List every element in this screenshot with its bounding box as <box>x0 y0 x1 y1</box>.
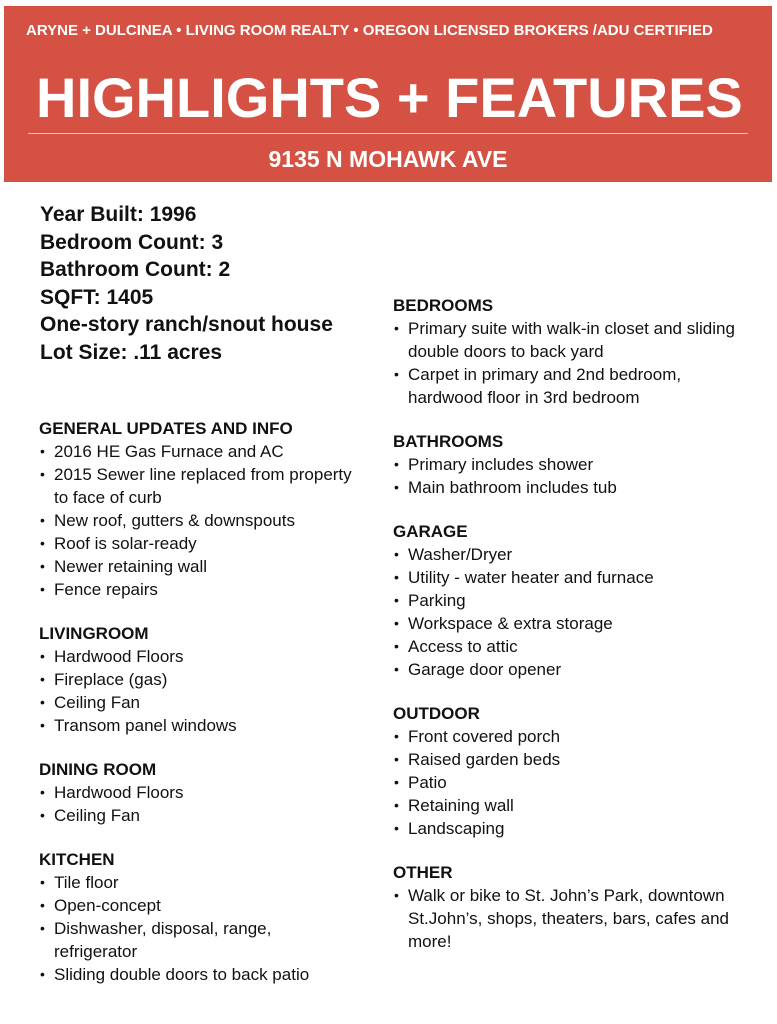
agent-tagline: ARYNE + DULCINEA • LIVING ROOM REALTY • OREGON LICENSED BROKERS /ADU CERTIFIED <box>26 22 713 39</box>
section-livingroom <box>39 622 359 737</box>
key-facts <box>40 201 340 366</box>
right-column <box>393 294 753 974</box>
list-item: • Hardwood Floors <box>39 781 359 804</box>
fact-year-built: Year Built: 1996 <box>40 203 197 226</box>
fact-sqft: SQFT: 1405 <box>40 285 154 309</box>
list-item: • 2016 HE Gas Furnace and AC <box>39 440 359 463</box>
fact-lot-size: Lot Size: .11 acres <box>40 340 223 364</box>
section-dining-room <box>39 758 359 827</box>
header-divider <box>28 133 748 134</box>
list-item: • Fence repairs <box>39 578 359 601</box>
list-item: • Carpet in primary and 2nd bedroom, hardwood floor in 3rd bedroom <box>393 363 753 409</box>
section-other <box>393 861 753 953</box>
feature-list <box>39 440 359 601</box>
list-item: • Access to attic <box>393 635 753 658</box>
list-item: • Washer/Dryer <box>393 543 753 566</box>
list-item: • Patio <box>393 771 753 794</box>
section-title: GARAGE <box>393 522 468 541</box>
list-item: • Raised garden beds <box>393 748 753 771</box>
list-item: • Workspace & extra storage <box>393 612 753 635</box>
list-item: • Garage door opener <box>393 658 753 681</box>
section-bedrooms <box>393 294 753 409</box>
list-item: • Ceiling Fan <box>39 691 359 714</box>
feature-list <box>393 543 753 681</box>
list-item: • Dishwasher, disposal, range, refrigerator <box>39 917 359 963</box>
list-item: • Walk or bike to St. John’s Park, downtown St.John’s, shops, theaters, bars, cafes and more! <box>393 884 753 953</box>
property-address: 9135 N MOHAWK AVE <box>268 146 508 172</box>
fact-bathroom-count: Bathroom Count: 2 <box>40 258 231 281</box>
section-garage <box>393 520 753 681</box>
list-item: • Landscaping <box>393 817 753 840</box>
list-item: • Ceiling Fan <box>39 804 359 827</box>
section-general <box>39 417 359 601</box>
feature-list <box>393 317 753 409</box>
list-item: • Tile floor <box>39 871 359 894</box>
feature-list <box>393 884 753 953</box>
section-title: LIVINGROOM <box>39 624 149 643</box>
feature-list <box>39 781 359 827</box>
feature-list <box>393 725 753 840</box>
section-title: BEDROOMS <box>393 296 494 315</box>
list-item: • Main bathroom includes tub <box>393 476 753 499</box>
list-item: • Transom panel windows <box>39 714 359 737</box>
fact-house-style: One-story ranch/snout house <box>40 313 333 336</box>
section-title: OTHER <box>393 863 453 882</box>
feature-list <box>39 645 359 737</box>
list-item: • Newer retaining wall <box>39 555 359 578</box>
section-title: BATHROOMS <box>393 432 504 451</box>
list-item: • Fireplace (gas) <box>39 668 359 691</box>
section-bathrooms <box>393 430 753 499</box>
section-outdoor <box>393 702 753 840</box>
feature-list <box>39 871 359 986</box>
list-item: • Primary suite with walk-in closet and sliding double doors to back yard <box>393 317 753 363</box>
section-title: OUTDOOR <box>393 704 480 723</box>
section-title: DINING ROOM <box>39 760 157 779</box>
list-item: • Parking <box>393 589 753 612</box>
list-item: • Hardwood Floors <box>39 645 359 668</box>
section-title: KITCHEN <box>39 850 115 869</box>
section-title: GENERAL UPDATES AND INFO <box>39 419 293 438</box>
list-item: • Sliding double doors to back patio <box>39 963 359 986</box>
list-item: • Primary includes shower <box>393 453 753 476</box>
list-item: • Utility - water heater and furnace <box>393 566 753 589</box>
page-title: HIGHLIGHTS + FEATURES <box>36 66 743 129</box>
list-item: • Retaining wall <box>393 794 753 817</box>
list-item: • Front covered porch <box>393 725 753 748</box>
list-item: • New roof, gutters & downspouts <box>39 509 359 532</box>
header-banner <box>4 6 772 182</box>
fact-bedroom-count: Bedroom Count: 3 <box>40 230 224 254</box>
feature-list <box>393 453 753 499</box>
list-item: • Roof is solar-ready <box>39 532 359 555</box>
list-item: • Open-concept <box>39 894 359 917</box>
left-column <box>39 417 359 1007</box>
section-kitchen <box>39 848 359 986</box>
list-item: • 2015 Sewer line replaced from property to face of curb <box>39 463 359 509</box>
